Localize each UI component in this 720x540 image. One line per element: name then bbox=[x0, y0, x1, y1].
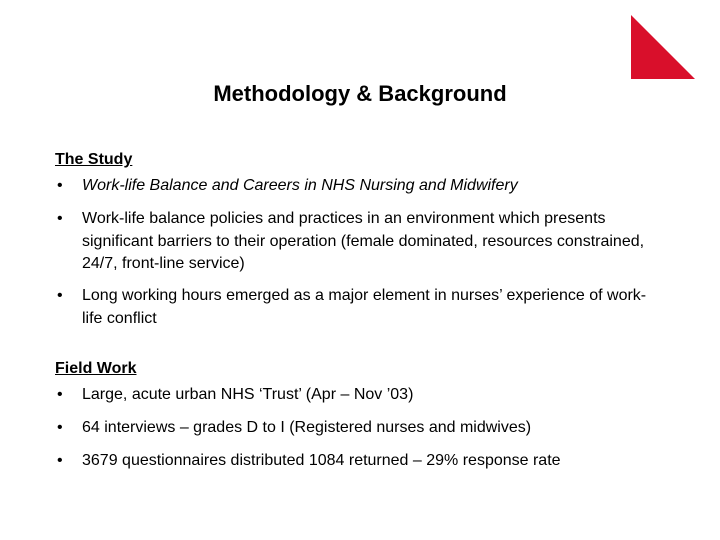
fieldwork-bullet-text: Large, acute urban NHS ‘Trust’ (Apr – Nov ’03) bbox=[82, 386, 414, 403]
fieldwork-bullet-3 bbox=[57, 450, 657, 473]
study-bullet-1 bbox=[57, 175, 657, 198]
slide-title: Methodology & Background bbox=[213, 81, 507, 106]
study-bullet-text: Work-life balance policies and practices in an environment which presents significant barriers to their operation (female dominated, resources constrained, 24/7, front-line service) bbox=[82, 210, 645, 272]
corner-triangle-logo bbox=[631, 15, 695, 79]
study-bullet-2 bbox=[57, 208, 657, 276]
fieldwork-bullet-2 bbox=[57, 417, 657, 440]
study-bullet-text: Long working hours emerged as a major element in nurses’ experience of work-life conflict bbox=[82, 287, 647, 327]
study-heading: The Study bbox=[55, 151, 133, 168]
bullet-symbol: • bbox=[57, 287, 63, 304]
red-triangle-shape bbox=[631, 15, 695, 79]
fieldwork-bullet-1 bbox=[57, 384, 657, 407]
fieldwork-bullet-text: 64 interviews – grades D to I (Registered nurses and midwives) bbox=[82, 419, 532, 436]
bullet-symbol: • bbox=[57, 386, 63, 403]
study-bullet-text: Work-life Balance and Careers in NHS Nursing and Midwifery bbox=[82, 177, 518, 194]
bullet-symbol: • bbox=[57, 177, 63, 194]
fieldwork-bullet-text: 3679 questionnaires distributed 1084 returned – 29% response rate bbox=[82, 452, 561, 469]
bullet-symbol: • bbox=[57, 452, 63, 469]
study-bullet-3 bbox=[57, 285, 657, 330]
bullet-symbol: • bbox=[57, 210, 63, 227]
fieldwork-heading: Field Work bbox=[55, 360, 137, 377]
bullet-symbol: • bbox=[57, 419, 63, 436]
